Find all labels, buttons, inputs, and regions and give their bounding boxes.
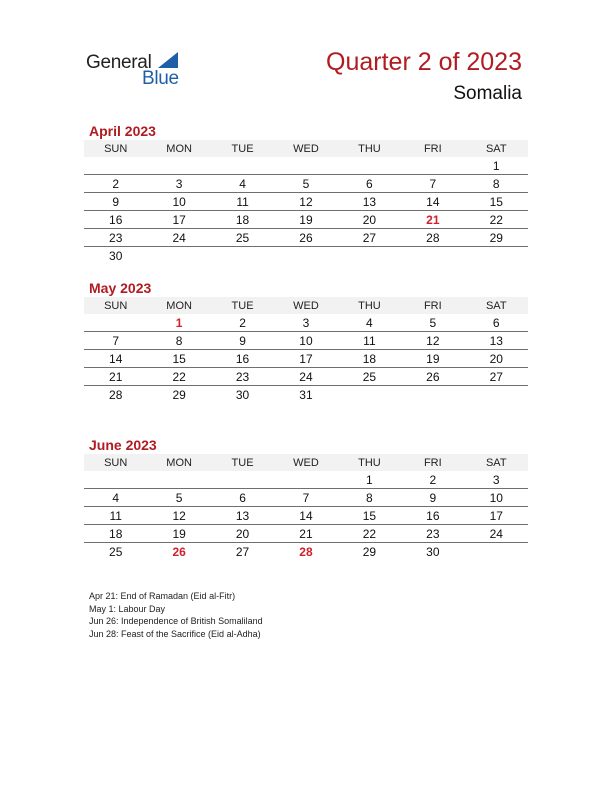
day-cell: 19 xyxy=(274,211,337,229)
week-row xyxy=(84,211,528,229)
day-cell: 4 xyxy=(338,314,401,332)
logo-triangle-icon xyxy=(158,52,178,68)
weekday-header: MON xyxy=(147,297,210,314)
weekday-header: WED xyxy=(274,454,337,471)
week-row xyxy=(84,157,528,175)
day-cell: 17 xyxy=(274,350,337,368)
day-cell: 25 xyxy=(109,544,123,559)
day-cell: 8 xyxy=(338,489,401,507)
weekday-header: SAT xyxy=(465,140,528,157)
empty-day-cell xyxy=(338,247,401,265)
holiday-notes xyxy=(89,590,263,640)
logo xyxy=(86,50,196,90)
day-cell: 4 xyxy=(84,489,147,507)
day-cell: 10 xyxy=(465,489,528,507)
day-cell: 16 xyxy=(84,211,147,229)
weekday-header: WED xyxy=(274,140,337,157)
day-cell: 17 xyxy=(147,211,210,229)
weekday-header-row xyxy=(84,454,528,471)
day-cell: 8 xyxy=(147,332,210,350)
empty-day-cell xyxy=(211,157,274,175)
day-cell: 10 xyxy=(274,332,337,350)
country-name: Somalia xyxy=(453,83,522,104)
weekday-header: SUN xyxy=(84,297,147,314)
day-cell: 23 xyxy=(401,525,464,543)
day-cell: 25 xyxy=(211,229,274,247)
month-title: April 2023 xyxy=(89,123,156,139)
day-cell: 14 xyxy=(274,507,337,525)
day-cell: 16 xyxy=(211,350,274,368)
day-cell: 25 xyxy=(338,368,401,386)
day-cell: 2 xyxy=(401,471,464,489)
empty-day-cell xyxy=(84,314,147,332)
day-cell: 12 xyxy=(401,332,464,350)
weekday-header: THU xyxy=(338,297,401,314)
empty-day-cell xyxy=(465,543,528,561)
day-cell: 5 xyxy=(147,489,210,507)
day-cell: 11 xyxy=(211,193,274,211)
day-cell: 13 xyxy=(211,507,274,525)
empty-day-cell xyxy=(84,157,147,175)
week-row xyxy=(84,332,528,350)
day-cell: 18 xyxy=(211,211,274,229)
day-cell: 23 xyxy=(211,368,274,386)
empty-day-cell xyxy=(401,247,464,265)
weekday-header: MON xyxy=(147,140,210,157)
empty-day-cell xyxy=(274,471,337,489)
empty-day-cell xyxy=(147,471,210,489)
empty-day-cell xyxy=(338,386,401,404)
weekday-header: WED xyxy=(274,297,337,314)
week-row xyxy=(84,489,528,507)
day-cell: 6 xyxy=(211,489,274,507)
week-row xyxy=(84,368,528,386)
holiday-day-cell: 21 xyxy=(401,211,464,229)
empty-day-cell xyxy=(401,157,464,175)
day-cell: 23 xyxy=(84,229,147,247)
page-title: Quarter 2 of 2023 xyxy=(326,48,522,76)
weekday-header: TUE xyxy=(211,297,274,314)
week-row xyxy=(84,193,528,211)
day-cell: 8 xyxy=(465,175,528,193)
day-cell: 18 xyxy=(338,350,401,368)
day-cell: 2 xyxy=(211,314,274,332)
empty-day-cell xyxy=(211,247,274,265)
holiday-note: May 1: Labour Day xyxy=(89,603,166,614)
week-row xyxy=(84,247,528,265)
day-cell: 2 xyxy=(84,175,147,193)
day-cell: 26 xyxy=(274,229,337,247)
day-cell: 28 xyxy=(109,387,123,402)
day-cell: 13 xyxy=(338,193,401,211)
weekday-header: THU xyxy=(338,454,401,471)
day-cell: 14 xyxy=(84,350,147,368)
day-cell: 11 xyxy=(338,332,401,350)
day-cell: 3 xyxy=(147,175,210,193)
day-cell: 19 xyxy=(401,350,464,368)
day-cell: 28 xyxy=(401,229,464,247)
logo-text-blue: Blue xyxy=(142,68,179,89)
day-cell: 15 xyxy=(147,350,210,368)
weekday-header: FRI xyxy=(401,454,464,471)
day-cell: 1 xyxy=(465,157,528,175)
day-cell: 14 xyxy=(401,193,464,211)
day-cell: 22 xyxy=(338,525,401,543)
day-cell: 30 xyxy=(109,248,123,263)
day-cell: 13 xyxy=(465,332,528,350)
weekday-header: SAT xyxy=(465,297,528,314)
day-cell: 12 xyxy=(147,507,210,525)
week-row xyxy=(84,229,528,247)
day-cell: 24 xyxy=(147,229,210,247)
holiday-day-cell: 1 xyxy=(147,314,210,332)
day-cell: 29 xyxy=(172,387,186,402)
day-cell: 29 xyxy=(362,544,377,559)
week-row xyxy=(84,507,528,525)
holiday-note: Jun 28: Feast of the Sacrifice (Eid al-Adha) xyxy=(89,628,261,639)
calendar-table xyxy=(84,140,528,264)
week-row xyxy=(84,525,528,543)
day-cell: 9 xyxy=(84,193,147,211)
day-cell: 3 xyxy=(274,314,337,332)
day-cell: 15 xyxy=(338,507,401,525)
day-cell: 5 xyxy=(274,175,337,193)
week-row xyxy=(84,350,528,368)
weekday-header: FRI xyxy=(401,297,464,314)
weekday-header: THU xyxy=(338,140,401,157)
empty-day-cell xyxy=(401,386,464,404)
day-cell: 24 xyxy=(274,368,337,386)
empty-day-cell xyxy=(465,386,528,404)
day-cell: 26 xyxy=(401,368,464,386)
empty-day-cell xyxy=(274,157,337,175)
day-cell: 11 xyxy=(84,507,147,525)
holiday-note: Jun 26: Independence of British Somaliland xyxy=(89,616,263,626)
day-cell: 27 xyxy=(465,368,528,386)
day-cell: 29 xyxy=(465,229,528,247)
day-cell: 24 xyxy=(465,525,528,543)
weekday-header: SUN xyxy=(84,454,147,471)
week-row xyxy=(84,175,528,193)
weekday-header: TUE xyxy=(211,140,274,157)
empty-day-cell xyxy=(84,471,147,489)
day-cell: 6 xyxy=(338,175,401,193)
day-cell: 9 xyxy=(211,332,274,350)
week-row xyxy=(84,543,528,561)
weekday-header: SAT xyxy=(465,454,528,471)
day-cell: 21 xyxy=(274,525,337,543)
day-cell: 18 xyxy=(84,525,147,543)
day-cell: 20 xyxy=(211,525,274,543)
weekday-header-row xyxy=(84,140,528,157)
calendar-table xyxy=(84,454,528,560)
weekday-header: FRI xyxy=(401,140,464,157)
weekday-header: SUN xyxy=(84,140,147,157)
day-cell: 12 xyxy=(274,193,337,211)
day-cell: 1 xyxy=(338,471,401,489)
month-may xyxy=(84,279,528,403)
empty-day-cell xyxy=(274,247,337,265)
day-cell: 30 xyxy=(235,387,250,402)
day-cell: 5 xyxy=(401,314,464,332)
empty-day-cell xyxy=(147,247,210,265)
day-cell: 17 xyxy=(465,507,528,525)
day-cell: 4 xyxy=(211,175,274,193)
month-april xyxy=(84,122,528,264)
day-cell: 19 xyxy=(147,525,210,543)
month-june xyxy=(84,436,528,560)
day-cell: 27 xyxy=(338,229,401,247)
day-cell: 7 xyxy=(84,332,147,350)
day-cell: 22 xyxy=(465,211,528,229)
day-cell: 16 xyxy=(401,507,464,525)
weekday-header: TUE xyxy=(211,454,274,471)
week-row xyxy=(84,386,528,404)
month-title: June 2023 xyxy=(89,437,157,453)
month-title: May 2023 xyxy=(89,280,152,296)
weekday-header: MON xyxy=(147,454,210,471)
holiday-note: Apr 21: End of Ramadan (Eid al-Fitr) xyxy=(89,591,236,601)
empty-day-cell xyxy=(147,157,210,175)
logo-text-general: General xyxy=(86,52,152,73)
week-row xyxy=(84,314,528,332)
empty-day-cell xyxy=(465,247,528,265)
day-cell: 6 xyxy=(465,314,528,332)
day-cell: 20 xyxy=(465,350,528,368)
day-cell: 21 xyxy=(84,368,147,386)
day-cell: 15 xyxy=(465,193,528,211)
empty-day-cell xyxy=(338,157,401,175)
holiday-day-cell: 26 xyxy=(172,544,186,559)
holiday-day-cell: 28 xyxy=(299,544,313,559)
day-cell: 10 xyxy=(147,193,210,211)
day-cell: 22 xyxy=(147,368,210,386)
day-cell: 31 xyxy=(299,387,313,402)
day-cell: 27 xyxy=(235,544,250,559)
day-cell: 3 xyxy=(465,471,528,489)
day-cell: 7 xyxy=(274,489,337,507)
day-cell: 20 xyxy=(338,211,401,229)
calendar-table xyxy=(84,297,528,403)
day-cell: 7 xyxy=(401,175,464,193)
day-cell: 30 xyxy=(426,544,440,559)
weekday-header-row xyxy=(84,297,528,314)
empty-day-cell xyxy=(211,471,274,489)
day-cell: 9 xyxy=(401,489,464,507)
week-row xyxy=(84,471,528,489)
